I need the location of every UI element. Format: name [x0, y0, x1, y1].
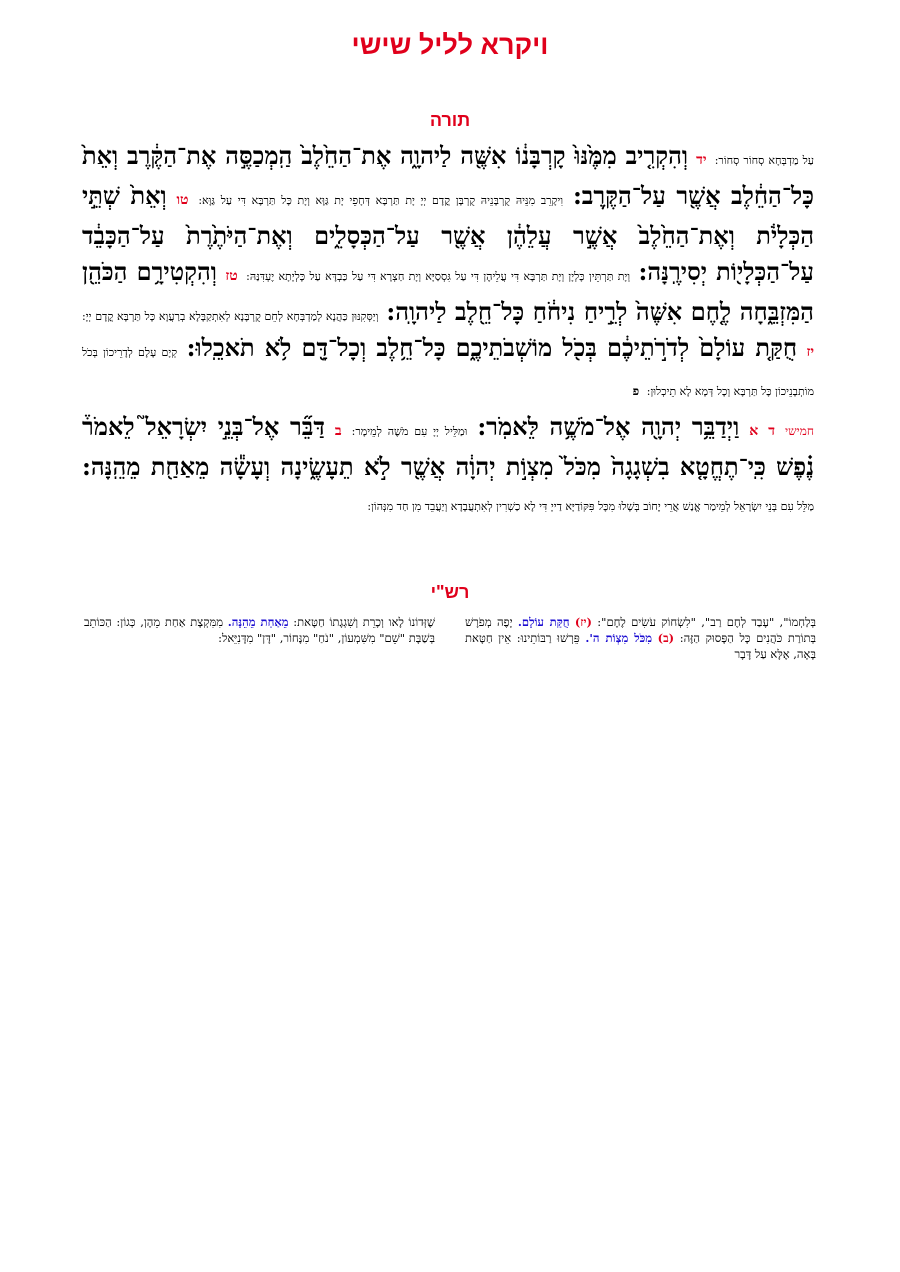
rashi-verse-ref: (יז)	[574, 615, 592, 629]
verse-text: וַיְדַבֵּ֥ר יְהוָ֖ה אֶל־מֹשֶׁ֥ה לֵּאמֹֽר:	[477, 412, 740, 441]
verse-number: א	[749, 423, 759, 439]
verse-number: טז	[225, 268, 238, 284]
onkelos-text: וִיקָרֵב מִנֵּיהּ קֻרְבָּנֵיהּ קֻרְבָּן קֳדָם יְיָ יָת תַּרְבָּא דְּחָפֵי יָת גַּוָּא וְיָת כָּל תַּרְבָּא דִּי עַל גַּוָּא:	[198, 194, 564, 207]
torah-heading: תורה	[429, 110, 471, 130]
verse-number: ב	[334, 423, 342, 439]
verse-text: וְהִקְטִירָ֥ם הַכֹּהֵ֖ן הַמִּזְבֵּ֑חָה לֶ֤חֶם אִשֶּׁה֙ לְרֵ֣יחַ נִיחֹ֔חַ כָּל־חֵ֖לֶב לַיהוָֽה:	[82, 257, 814, 326]
rashi-dibbur-hamatchil: מִכֹּל מִצְוֹת ה'.	[585, 631, 653, 645]
verse-number: יד	[696, 152, 707, 168]
rashi-commentary	[84, 614, 816, 662]
onkelos-text: וּמַלֵּיל יְיָ עִם מֹשֶׁה לְמֵימָר:	[351, 425, 468, 438]
verse-number: יז	[806, 344, 815, 360]
rashi-column-right	[465, 614, 816, 662]
page-title: ויקרא לליל שישי	[351, 30, 549, 60]
verse-text: חֻקַּ֤ת עוֹלָם֙ לְדֹרֹ֣תֵיכֶ֔ם בְּכֹ֖ל מוֹשְׁבֹתֵיכֶ֑ם כָּל־חֵ֥לֶב וְכָל־דָּ֖ם לֹ֥א תֹאכֵֽלוּ:	[186, 333, 798, 362]
onkelos-text: וְיַסְּקִנּוּן כַּהֲנָא לְמַדְבְּחָא לְחֵם קֻרְבָּנָא לְאִתְקַבָּלָא בְרַעֲוָא כָּל תַּרְבָּא קֳדָם יְיָ:	[82, 310, 379, 323]
onkelos-text: קְיָם עָלָם לְדָרֵיכוֹן בְּכֹל מוֹתְבָנֵיכוֹן כָּל תַּרְבָּא וְכָל דְּמָא לָא תֵיכְלוּן:	[82, 346, 814, 398]
aliya-label: חמישי	[784, 424, 814, 438]
rashi-column-left	[84, 614, 435, 662]
rashi-text: פֵּרְשׁוּ רַבּוֹתֵינוּ: אֵין חַטָּאת בָּאָה, אֶלָּא עַל דָּבָר	[465, 631, 816, 661]
rashi-dibbur-hamatchil: חֻקַּת עוֹלָם.	[517, 615, 570, 629]
verse-text: דַּבֵּ֞ר אֶל־בְּנֵ֣י יִשְׂרָאֵל֮ לֵאמֹר֒ נֶ֗פֶשׁ כִּֽי־תֶחֱטָ֤א בִשְׁגָגָה֙ מִכֹּל֙ מִצְוֹ֣ת יְהוָ֔ה אֲשֶׁ֖ר לֹ֣א תֵעָשֶׂ֑ינָה וְעָשָׂ֕ה מֵאַחַ֖ת מֵהֵֽנָּה:	[82, 412, 814, 481]
chapter-number: ד	[768, 423, 775, 439]
onkelos-text: וְיָת תַּרְתֵּין כָּלְיָן וְיָת תַּרְבָּא דִּי עֲלֵיהֶן דִּי עַל גִּסְסַיָּא וְיָת חַצְרָא דִּי עַל כַּבְדָּא עַל כָּלְיָתָא יֶעְדִּנַּהּ:	[246, 270, 631, 283]
rashi-heading: רש"י	[430, 582, 470, 602]
rashi-text: בְּלַחְמוֹ", "עָבַד לְחֶם רַב", "לִשְׂחוֹק עֹשִׂים לֶחֶם":	[597, 615, 816, 629]
rashi-text: מִמִּקְצָת אַחַת מֵהֶן, כְּגוֹן: הַכּוֹתֵב בְּשַׁבָּת "שֵׁם" מִשִּׁמְעוֹן, "נֹחַ" מִנָּחוֹר, "דָּן" מִדָּנִיֵּאל:	[84, 615, 435, 645]
rashi-dibbur-hamatchil: מֵאַחַת מֵהֵנָּה.	[227, 615, 289, 629]
rashi-text: יָפֶה מְפֹרָשׁ בְּתוֹרַת כֹּהֲנִים כָּל הַפָּסוּק הַזֶּה:	[465, 615, 817, 645]
rashi-verse-ref: (ב)	[657, 631, 675, 645]
verse-text: וְאֵת֙ שְׁתֵּ֣י הַכְּלָיֹ֔ת וְאֶת־הַחֵ֙לֶב֙ אֲשֶׁ֣ר עֲלֵהֶ֔ן אֲשֶׁ֖ר עַל־הַכְּסָלִ֑ים וְאֶת־הַיֹּתֶ֙רֶת֙ עַל־הַכָּבֵ֔ד עַל־הַכְּלָי֖וֹת יְסִירֶֽנָּה:	[82, 181, 814, 286]
rashi-text: שֶׁזְּדוֹנוֹ לָאו וְכָרֵת וְשִׁגְגָתוֹ חַטָּאת:	[293, 615, 436, 629]
verse-text: וְהִקְרִ֤יב מִמֶּ֙נּוּ֙ קָרְבָּנ֔וֹ אִשֶּׁ֖ה לַיהוָ֑ה אֶת־הַחֵ֙לֶב֙ הַֽמְכַסֶּ֣ה אֶת־הַקֶּ֔רֶב וְאֵת֙ כָּל־הַחֵ֔לֶב אֲשֶׁ֖ר עַל־הַקֶּֽרֶב:	[82, 141, 814, 210]
torah-text	[82, 138, 814, 520]
verse-number: טו	[176, 192, 189, 208]
petucha-marker: פ	[632, 384, 640, 398]
onkelos-text: מַלֵּל עִם בְּנֵי יִשְׂרָאֵל לְמֵימַר אֱנַשׁ אֲרֵי יֶחוֹב בְּשָׁלוּ מִכָּל פִּקּוֹדַיָּא דַייָ דִּי לָא כַשְׁרִין לְאִתְעֲבָדָא וְיַעֲבֵד מִן חַד מִנְּהוֹן:	[367, 500, 814, 513]
onkelos-text: עַל מַדְבְּחָא סְחוֹר סְחוֹר:	[714, 154, 814, 167]
